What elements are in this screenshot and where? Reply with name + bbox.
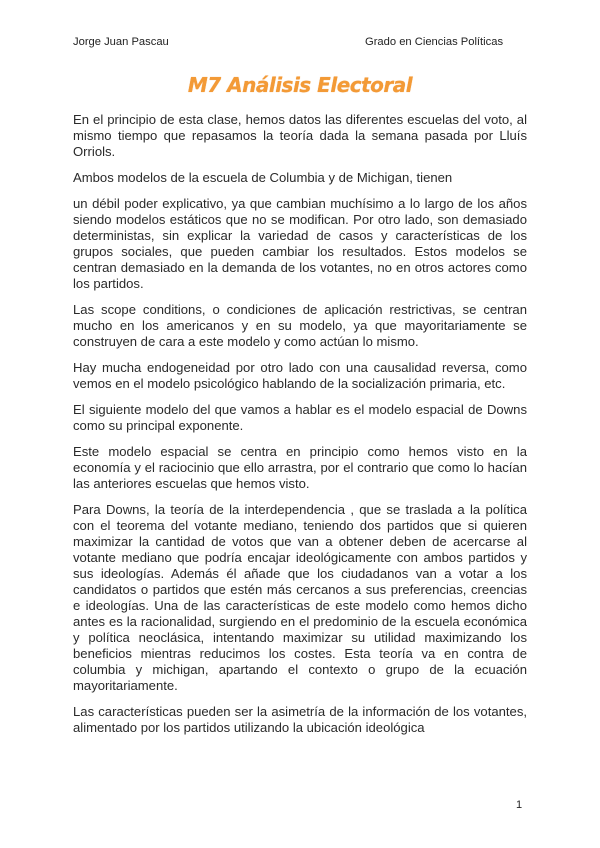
paragraph: un débil poder explicativo, ya que cambian muchísimo a lo largo de los años siendo modelos estáticos que no se modifican. Por otro lado, son demasiado deterministas, sin explicar la variedad de casos y características de los grupos sociales, que pueden cambiar los resultados. Estos modelos se centran demasiado en la demanda de los votantes, no en otros actores como los partidos.: [73, 196, 527, 291]
paragraph: Hay mucha endogeneidad por otro lado con una causalidad reversa, como vemos en el modelo psicológico hablando de la socialización primaria, etc.: [73, 360, 527, 391]
paragraph: Las características pueden ser la asimetría de la información de los votantes, alimentado por los partidos utilizando la ubicación ideológica: [73, 704, 527, 735]
header-author: Jorge Juan Pascau: [73, 36, 169, 48]
paragraph: Las scope conditions, o condiciones de aplicación restrictivas, se centran mucho en los americanos y en su modelo, ya que mayoritariamente se construyen de cara a este modelo y como actúan lo mismo.: [73, 302, 527, 349]
paragraph: En el principio de esta clase, hemos datos las diferentes escuelas del voto, al mismo tiempo que repasamos la teoría dada la semana pasada por Lluís Orriols.: [73, 112, 527, 159]
paragraph: Este modelo espacial se centra en principio como hemos visto en la economía y el raciocinio que ello arrastra, por el contrario que como lo hacían las anteriores escuelas que hemos visto.: [73, 444, 527, 491]
header-course: Grado en Ciencias Políticas: [365, 36, 504, 48]
paragraph: Para Downs, la teoría de la interdependencia , que se traslada a la política con el teorema del votante mediano, teniendo dos partidos que si quieren maximizar la cantidad de votos que van a obtener deben de acercarse al votante mediano que podría encajar ideológicamente con ambos partidos y sus ideologías. Además él añade que los ciudadanos van a votar a los candidatos o partidos que estén más cercanos a sus preferencias, creencias e ideologías. Una de las características de este modelo como hemos dicho antes es la racionalidad, surgiendo en el predominio de la escuela económica y política neoclásica, intentando maximizar su utilidad maximizando los beneficios mientras reducimos los costes. Esta teoría va en contra de columbia y michigan, apartando el contexto o grupo de la ecuación mayoritariamente.: [73, 502, 527, 693]
page-header: [73, 36, 527, 52]
paragraph: El siguiente modelo del que vamos a hablar es el modelo espacial de Downs como su principal exponente.: [73, 402, 527, 433]
page-number: 1: [516, 799, 523, 811]
document-body: [73, 112, 527, 746]
document-title: M7 Análisis Electoral: [187, 73, 413, 97]
paragraph: Ambos modelos de la escuela de Columbia y de Michigan, tienen: [73, 170, 453, 185]
